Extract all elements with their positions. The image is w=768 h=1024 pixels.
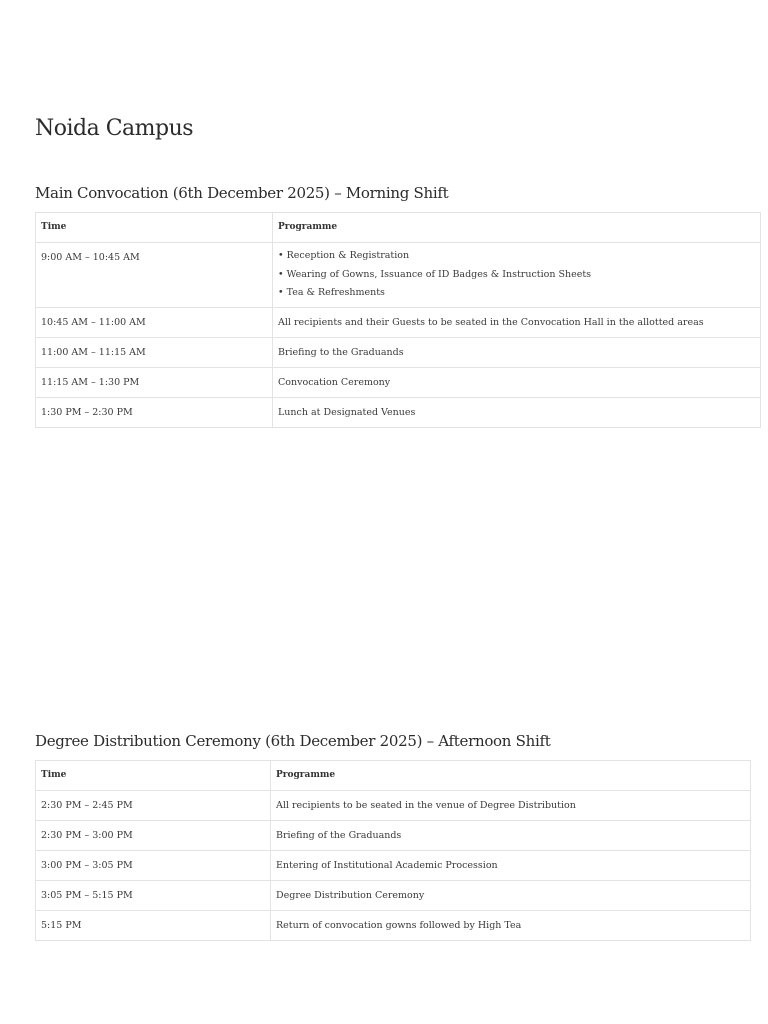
table-row xyxy=(36,307,761,337)
table-row xyxy=(36,367,761,397)
table-row xyxy=(36,243,761,308)
table-row xyxy=(36,397,761,427)
programme-cell: Entering of Institutional Academic Procession xyxy=(271,851,751,881)
programme-cell xyxy=(273,243,761,308)
time-cell: 2:30 PM – 3:00 PM xyxy=(36,821,271,851)
programme-cell: Lunch at Designated Venues xyxy=(273,397,761,427)
table-row xyxy=(36,821,751,851)
header-time: Time xyxy=(36,761,271,791)
time-cell: 10:45 AM – 11:00 AM xyxy=(36,307,273,337)
table-row xyxy=(36,881,751,911)
list-item: • Tea & Refreshments xyxy=(278,284,755,303)
table-row xyxy=(36,851,751,881)
time-cell: 9:00 AM – 10:45 AM xyxy=(36,243,273,308)
afternoon-schedule-table xyxy=(35,760,751,941)
header-time: Time xyxy=(36,213,273,243)
programme-cell: Degree Distribution Ceremony xyxy=(271,881,751,911)
programme-cell: Convocation Ceremony xyxy=(273,367,761,397)
programme-cell: Briefing of the Graduands xyxy=(271,821,751,851)
programme-cell: All recipients to be seated in the venue of Degree Distribution xyxy=(271,791,751,821)
programme-cell: Return of convocation gowns followed by High Tea xyxy=(271,911,751,941)
programme-bullet-list xyxy=(278,243,755,307)
list-item: • Reception & Registration xyxy=(278,247,755,266)
time-cell: 1:30 PM – 2:30 PM xyxy=(36,397,273,427)
table-row xyxy=(36,791,751,821)
time-cell: 3:00 PM – 3:05 PM xyxy=(36,851,271,881)
table-header-row xyxy=(36,213,761,243)
table-row xyxy=(36,911,751,941)
table-row xyxy=(36,337,761,367)
table-header-row xyxy=(36,761,751,791)
programme-cell: Briefing to the Graduands xyxy=(273,337,761,367)
time-cell: 2:30 PM – 2:45 PM xyxy=(36,791,271,821)
morning-schedule-table xyxy=(35,212,761,428)
campus-title: Noida Campus xyxy=(35,116,194,141)
programme-cell: All recipients and their Guests to be seated in the Convocation Hall in the allotted areas xyxy=(273,307,761,337)
afternoon-shift-title: Degree Distribution Ceremony (6th December 2025) – Afternoon Shift xyxy=(35,732,551,750)
morning-shift-title: Main Convocation (6th December 2025) – Morning Shift xyxy=(35,184,449,202)
time-cell: 11:15 AM – 1:30 PM xyxy=(36,367,273,397)
list-item: • Wearing of Gowns, Issuance of ID Badges & Instruction Sheets xyxy=(278,266,755,285)
time-cell: 5:15 PM xyxy=(36,911,271,941)
time-cell: 11:00 AM – 11:15 AM xyxy=(36,337,273,367)
time-cell: 3:05 PM – 5:15 PM xyxy=(36,881,271,911)
header-programme: Programme xyxy=(273,213,761,243)
header-programme: Programme xyxy=(271,761,751,791)
